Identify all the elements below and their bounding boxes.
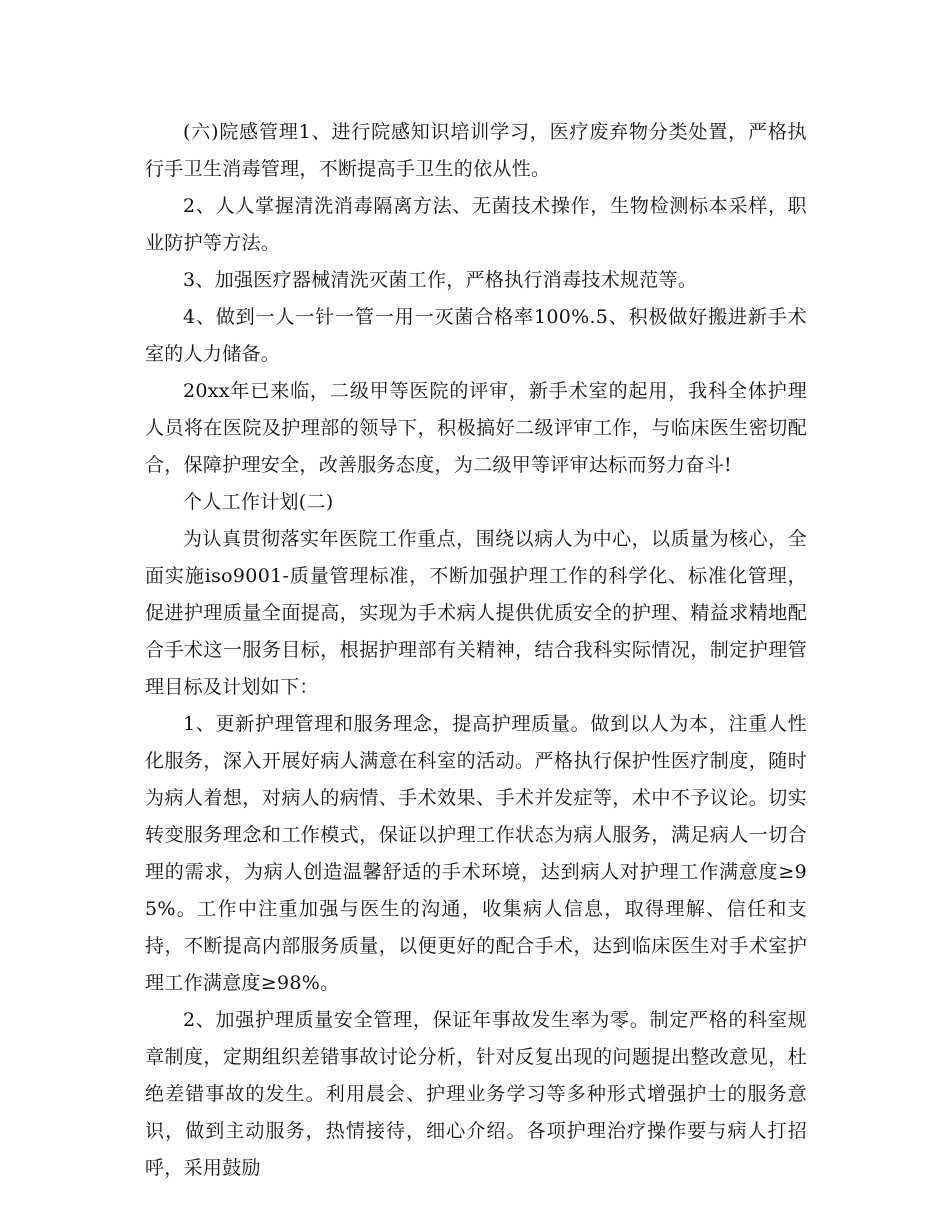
paragraph-disinfection-isolation-methods: 2、人人掌握清洗消毒隔离方法、无菌技术操作，生物检测标本采样，职业防护等方法。 [145, 195, 807, 254]
document-body [145, 114, 807, 1187]
paragraph-sterilization-rate-manpower: 4、做到一人一针一管一用一灭菌合格率100%.5、积极做好搬进新手术室的人力储备。 [145, 306, 807, 365]
paragraph-plan-introduction: 为认真贯彻落实年医院工作重点，围绕以病人为中心，以质量为核心，全面实施iso9001-质量管理标准，不断加强护理工作的科学化、标准化管理，促进护理质量全面提高，实现为手术病人提供优质安全的护理、精益求精地配合手术这一服务目标，根据护理部有关精神，结合我科实际情况，制定护理管理目标及计划如下： [145, 528, 807, 698]
paragraph-quality-safety-management: 2、加强护理质量安全管理，保证年事故发生率为零。制定严格的科室规章制度，定期组织差错事故讨论分析，针对反复出现的问题提出整改意见，杜绝差错事故的发生。利用晨会、护理业务学习等多种形式增强护士的服务意识，做到主动服务，热情接待，细心介绍。各项护理治疗操作要与病人打招呼，采用鼓励 [145, 1009, 807, 1179]
section-heading-work-plan-two: 个人工作计划(二) [183, 491, 334, 513]
paragraph-instrument-sterilization: 3、加强医疗器械清洗灭菌工作，严格执行消毒技术规范等。 [183, 269, 698, 291]
paragraph-hospital-infection-management: (六)院感管理1、进行院感知识培训学习，医疗废弃物分类处置，严格执行手卫生消毒管理，不断提高手卫生的依从性。 [145, 121, 807, 180]
paragraph-annual-goal: 20xx年已来临，二级甲等医院的评审，新手术室的起用，我科全体护理人员将在医院及护理部的领导下，积极搞好二级评审工作，与临床医生密切配合，保障护理安全，改善服务态度，为二级甲等评审达标而努力奋斗! [145, 380, 807, 476]
paragraph-service-concept: 1、更新护理管理和服务理念，提高护理质量。做到以人为本，注重人性化服务，深入开展好病人满意在科室的活动。严格执行保护性医疗制度，随时为病人着想，对病人的病情、手术效果、手术并发症等，术中不予议论。切实转变服务理念和工作模式，保证以护理工作状态为病人服务，满足病人一切合理的需求，为病人创造温馨舒适的手术环境，达到病人对护理工作满意度≥95%。工作中注重加强与医生的沟通，收集病人信息，取得理解、信任和支持，不断提高内部服务质量，以便更好的配合手术，达到临床医生对手术室护理工作满意度≥98%。 [145, 713, 807, 994]
